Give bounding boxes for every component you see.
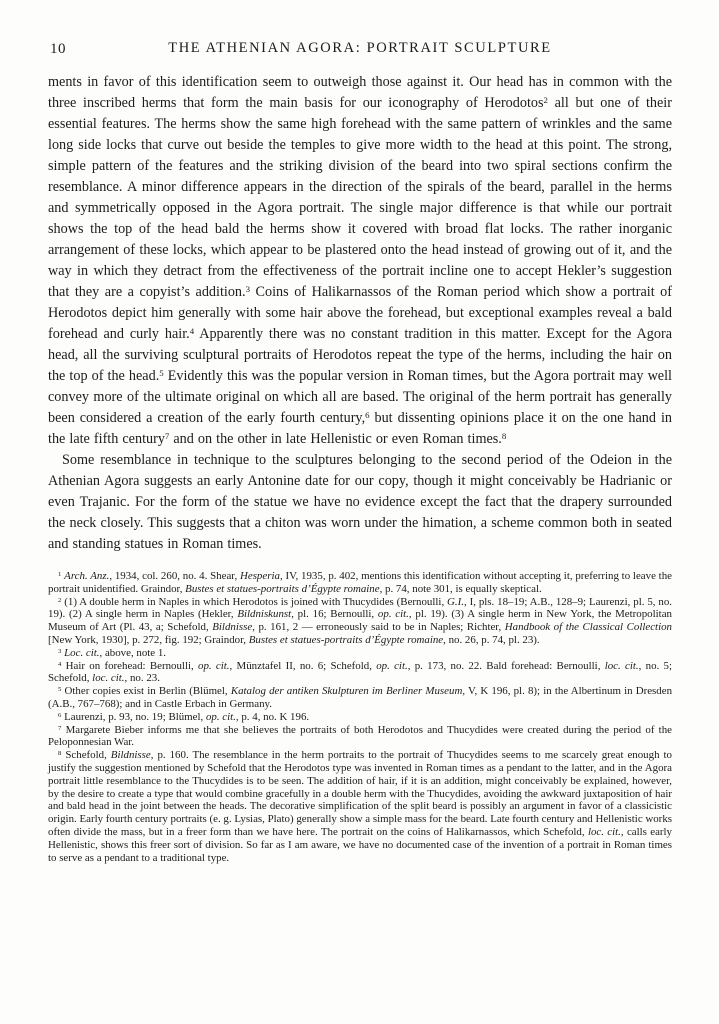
page-number: 10 — [50, 41, 66, 57]
footnote-6: $^6$ Laurenzi, p. 93, no. 19; Blümel, op. cit., p. 4, no. K 196. — [58, 710, 310, 723]
footnote-1: $^1$ Arch. Anz., 1934, col. 260, no. 4. Shear, Hesperia, IV, 1935, p. 402, mentions this identification without accepting it, preferring to leave the portrait unidentified. Graindor, Bustes et statues-portraits d’Égypte romaine, p. 74, note 301, is equally skeptical. — [48, 570, 672, 595]
footnote-5: $^5$ Other copies exist in Berlin (Blümel, Katalog der antiken Skulpturen im Berliner Museum, V, K 196, pl. 8); in the Albertinum in Dresden (A.B., 767–768); and in Castle Erbach in Germany. — [48, 685, 673, 710]
body-paragraph-2: Some resemblance in technique to the sculptures belonging to the second period of the Odeion in the Athenian Agora suggests an early Antonine date for our copy, though it might conceivably be Hadrianic or even Trajanic. For the form of the statue we have no evidence except the fact that the drapery surrounded the neck closely. This suggests that a chiton was worn under the himation, a scheme common both in seated and standing statues in Roman times. — [48, 452, 672, 552]
footnotes-section — [48, 570, 672, 864]
body-text — [48, 72, 672, 555]
footnote-8: $^8$ Schefold, Bildnisse, p. 160. The resemblance in the herm portraits to the portrait of Thucydides seems to me scarcely great enough to justify the suggestion mentioned by Schefold that the Herodotos type was invented in Roman times as a pendant to the latter, and in the Agora portrait little resemblance to the Thucydides is to be seen. The addition of hair, if it is an addition, might conceivably be explained, however, by the desire to create a type that would combine gracefully in a double herm with the Thucydides, avoiding the awkward juxtaposition of hair and bald head in the joint between the heads. The decorative simplification of the split beard is possibly an argument in favor of a classicistic origin. Early fourth century portraits (e. g. Lysias, Plato) generally show a simple mass for the beard. Late fourth century and Hellenistic works often divide the mass, but in a freer form than we have here. The portrait on the coins of Halikarnassos, which Schefold, loc. cit., calls early Hellenistic, shows this freer sort of division. So far as I am aware, we have no documented case of the invention of a portrait in Roman times to serve as a pendant to a traditional type. — [48, 749, 673, 864]
footnote-4: $^4$ Hair on forehead: Bernoulli, op. cit., Münztafel II, no. 6; Schefold, op. cit., p. 173, no. 22. Bald forehead: Bernoulli, loc. cit., no. 5; Schefold, loc. cit., no. 23. — [48, 659, 672, 685]
running-title: THE ATHENIAN AGORA: PORTRAIT SCULPTURE — [168, 40, 552, 56]
page-content — [48, 40, 672, 864]
footnote-3: $^3$ Loc. cit., above, note 1. — [58, 646, 167, 659]
body-paragraph-1: ments in favor of this identification seem to outweigh those against it. Our head has in common with the three inscribed herms that form the main basis for our iconography of Herodotos$^2$ all but one of their essential features. The herms show the same high forehead with the same pattern of wrinkles and the same long side locks that curve out beside the temples to give more width to the head at this point. The strong, simple pattern of the features and the striking division of the beard into two spiral sections confirm the resemblance. A minor difference appears in the direction of the spirals of the beard, parallel in the herms and symmetrically opposed in the Agora portrait. The single major difference is that while our portrait shows the top of the head bald the herms show it covered with broad flat locks. The rather inorganic arrangement of these locks, which appear to be plastered onto the head instead of growing out of it, and the way in which they detract from the effectiveness of the portrait incline one to accept Hekler’s suggestion that they are a copyist’s addition.$^3$ Coins of Halikarnassos of the Roman period which show a portrait of Herodotos depict him generally with some hair above the forehead, but exceptional examples reveal a bald forehead and curly hair.$^4$ Apparently there was no constant tradition in this matter. Except for the Agora head, all the surviving sculptural portraits of Herodotos repeat the type of the herms, including the hair on the top of the head.$^5$ Evidently this was the popular version in Roman times, but the Agora portrait may well convey more of the ultimate original on which all are based. The original of the herm portrait has generally been considered a creation of the early fourth century,$^6$ but dissenting opinions place it on the one hand in the late fifth century$^7$ and on the other in late Hellenistic or even Roman times.$^8$ — [48, 74, 673, 447]
footnote-7: $^7$ Margarete Bieber informs me that she believes the portraits of both Herodotos and Thucydides were created during the period of the Peloponnesian War. — [48, 723, 672, 749]
footnote-2: $^2$ (1) A double herm in Naples in which Herodotos is joined with Thucydides (Bernoulli, G.I., I, pls. 18–19; A.B., 128–9; Laurenzi, pl. 5, no. 19). (2) A single herm in Naples (Hekler, Bildniskunst, pl. 16; Bernoulli, op. cit., pl. 19). (3) A single herm in New York, the Metropolitan Museum of Art (Pl. 43, a; Schefold, Bildnisse, p. 161, 2 — erroneously said to be in Naples; Richter, Handbook of the Classical Collection [New York, 1930], p. 272, fig. 192; Graindor, Bustes et statues-portraits d’Égypte romaine, no. 26, p. 74, pl. 23). — [48, 595, 672, 646]
page-header — [48, 40, 672, 59]
